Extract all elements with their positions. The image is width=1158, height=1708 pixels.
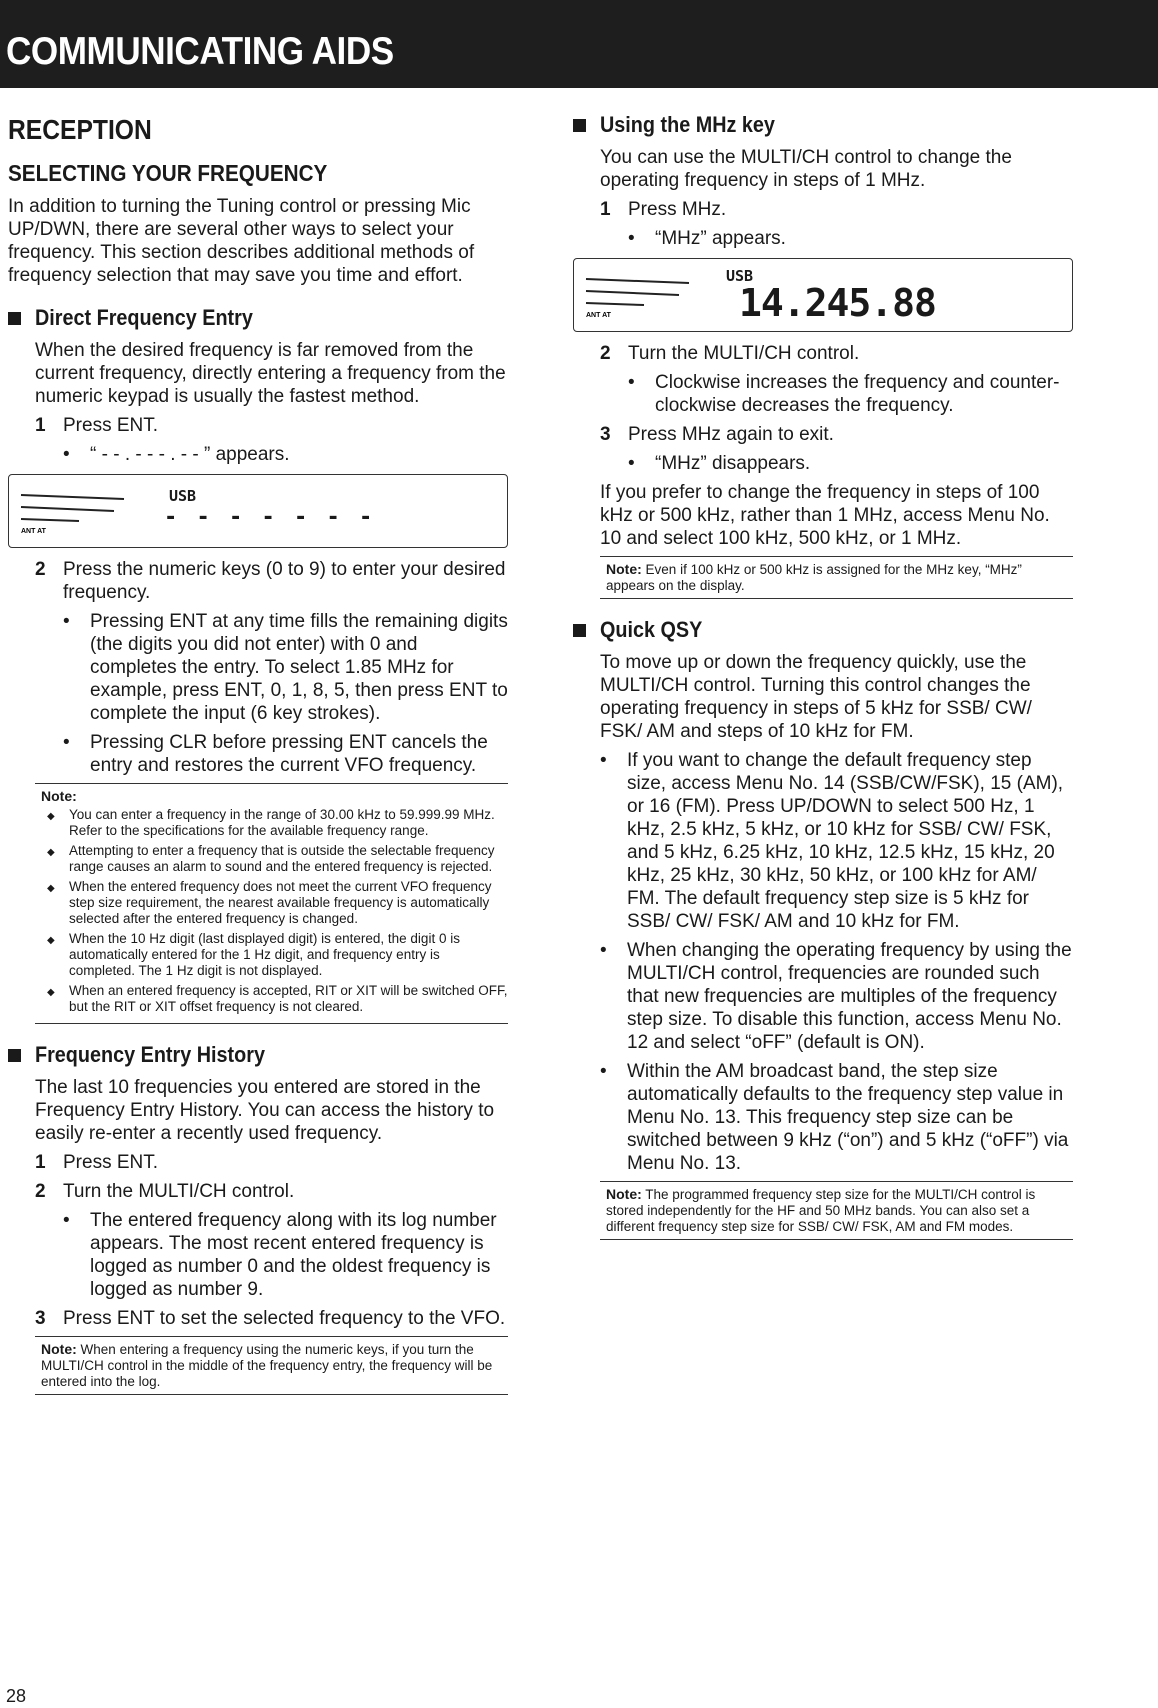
note-item: ◆ When the 10 Hz digit (last displayed digit) is entered, the digit 0 is automatically entered for the 1 Hz digit, and frequency entry is completed. The 1 Hz digit is not displayed. — [47, 931, 460, 978]
page-number: 28 — [6, 1686, 27, 1706]
history-body: The last 10 frequencies you entered are stored in the Frequency Entry History. You can access the history to easily re-enter a recently used frequency. — [35, 1077, 495, 1144]
mhz-step-1: 1 Press MHz. — [600, 199, 727, 220]
qsy-bullet-1: • If you want to change the default frequency step size, access Menu No. 14 (SSB/CW/FSK), 15 (AM), or 16 (FM). Press UP/DOWN to select 500 Hz, 1 kHz, 2.5 kHz, 5 kHz, or 10 kHz for SSB/ CW/ FSK, and 5 kHz, 6.25 kHz, 10 kHz, 12.5 kHz, 15 kHz, 20 kHz, 25 kHz, 30 kHz, 50 kHz, or 100 kHz for AM/ FM. The default frequency step size is 5 kHz for SSB/ CW/ FSK/ AM and 10 kHz for FM. — [600, 750, 1064, 932]
direct-step-1-bullet: • “ - - . - - - . - - ” appears. — [63, 444, 290, 465]
square-bullet-icon — [8, 1049, 21, 1062]
lcd-meter-scale — [19, 485, 129, 535]
direct-step-1: 1 Press ENT. — [35, 415, 159, 436]
history-step-2: 2 Turn the MULTI/CH control. — [35, 1181, 295, 1202]
direct-step-2-bullet-2: • Pressing CLR before pressing ENT cancels the entry and restores the current VFO frequency. — [63, 732, 488, 776]
note-item: ◆ When an entered frequency is accepted, RIT or XIT will be switched OFF, but the RIT or XIT offset frequency is not cleared. — [47, 983, 508, 1014]
svg-text:ANT AT: ANT AT — [586, 312, 611, 319]
direct-step-2: 2 Press the numeric keys (0 to 9) to enter your desired frequency. — [35, 559, 506, 603]
qsy-body: To move up or down the frequency quickly, use the MULTI/CH control. Turning this control changes the operating frequency in steps of 5 kHz for SSB/ CW/ FSK/ AM and steps of 10 kHz for FM. — [600, 652, 1032, 742]
lcd-mode: USB — [726, 267, 754, 285]
mhz-step-2: 2 Turn the MULTI/CH control. — [600, 343, 860, 364]
direct-step-2-bullet-1: • Pressing ENT at any time fills the remaining digits (the digits you did not enter) with 0 and completes the entry. To select 1.85 MHz for example, press ENT, 0, 1, 8, 5, then press ENT to complete the input (6 key strokes). — [63, 611, 508, 724]
square-bullet-icon — [573, 624, 586, 637]
qsy-bullet-3: • Within the AM broadcast band, the step size automatically defaults to the frequency step value in Menu No. 13. This frequency step size can be switched between 9 kHz (“on”) and 5 kHz (“oFF”) via Menu No. 13. — [600, 1061, 1069, 1174]
direct-entry-body: When the desired frequency is far removed from the current frequency, directly entering a frequency from the numeric keypad is usually the fastest method. — [35, 340, 506, 407]
qsy-note: Note: The programmed frequency step size for the MULTI/CH control is stored independently for the HF and 50 MHz bands. You can also set a different frequency step size for SSB/ CW/ FSK, AM and FM modes. — [600, 1181, 1073, 1240]
history-step-3: 3 Press ENT to set the selected frequency to the VFO. — [35, 1308, 506, 1329]
history-step-2-bullet: • The entered frequency along with its log number appears. The most recent entered frequency is logged as number 0 and the oldest frequency is logged as number 9. — [63, 1210, 497, 1300]
lcd-meter-scale — [584, 269, 694, 319]
note-item: ◆ Attempting to enter a frequency that is outside the selectable frequency range causes an alarm to sound and the entered frequency is rejected. — [47, 843, 495, 874]
history-step-1: 1 Press ENT. — [35, 1152, 159, 1173]
page-header — [0, 0, 1158, 88]
mhz-body-2: If you prefer to change the frequency in steps of 100 kHz or 500 kHz, rather than 1 MHz, access Menu No. 10 and select 100 kHz, 500 kHz, or 1 MHz. — [600, 482, 1050, 549]
history-note: Note: When entering a frequency using the numeric keys, if you turn the MULTI/CH control in the middle of the frequency entry, the frequency will be entered into the log. — [35, 1336, 508, 1395]
mhz-step-3-bullet: • “MHz” disappears. — [628, 453, 811, 474]
mhz-step-3: 3 Press MHz again to exit. — [600, 424, 834, 445]
subsection-title: SELECTING YOUR FREQUENCY — [8, 160, 328, 186]
mhz-heading: Using the MHz key — [573, 112, 1073, 138]
qsy-heading: Quick QSY — [573, 617, 1073, 643]
mhz-body: You can use the MULTI/CH control to change the operating frequency in steps of 1 MHz. — [600, 147, 1012, 191]
lcd-frequency: 14.245.88 — [739, 281, 936, 325]
left-column — [8, 100, 508, 1405]
mhz-note: Note: Even if 100 kHz or 500 kHz is assigned for the MHz key, “MHz” appears on the display. — [600, 556, 1073, 599]
right-column — [573, 100, 1073, 1250]
page-title: COMMUNICATING AIDS — [6, 30, 394, 73]
svg-text:ANT AT: ANT AT — [21, 528, 46, 535]
history-heading: Frequency Entry History — [8, 1042, 508, 1068]
direct-entry-heading: Direct Frequency Entry — [8, 305, 508, 331]
square-bullet-icon — [573, 119, 586, 132]
qsy-bullet-2: • When changing the operating frequency by using the MULTI/CH control, frequencies are rounded such that new frequencies are multiples of the frequency step size. To disable this function, access Menu No. 12 and select “oFF” (default is ON). — [600, 940, 1072, 1053]
note-item: ◆ When the entered frequency does not meet the current VFO frequency step size requirement, the nearest available frequency is automatically selected after the entered frequency is changed. — [47, 879, 492, 926]
lcd-mode: USB — [169, 487, 197, 505]
section-title: RECEPTION — [8, 114, 152, 145]
intro-text: In addition to turning the Tuning control or pressing Mic UP/DWN, there are several other ways to select your frequency. This section describes additional methods of frequency selection that may save you time and effort. — [8, 196, 475, 286]
mhz-step-2-bullet: • Clockwise increases the frequency and counter-clockwise decreases the frequency. — [628, 372, 1060, 416]
lcd-display-frequency — [573, 258, 1073, 332]
lcd-display-blank — [8, 474, 508, 548]
square-bullet-icon — [8, 312, 21, 325]
direct-note — [35, 783, 508, 1024]
lcd-dashes: - - - - - - - — [164, 505, 376, 530]
note-label: Note: — [41, 788, 77, 804]
note-item: ◆ You can enter a frequency in the range of 30.00 kHz to 59.999.99 MHz. Refer to the specifications for the available frequency range. — [47, 807, 495, 838]
mhz-step-1-bullet: • “MHz” appears. — [628, 228, 786, 249]
